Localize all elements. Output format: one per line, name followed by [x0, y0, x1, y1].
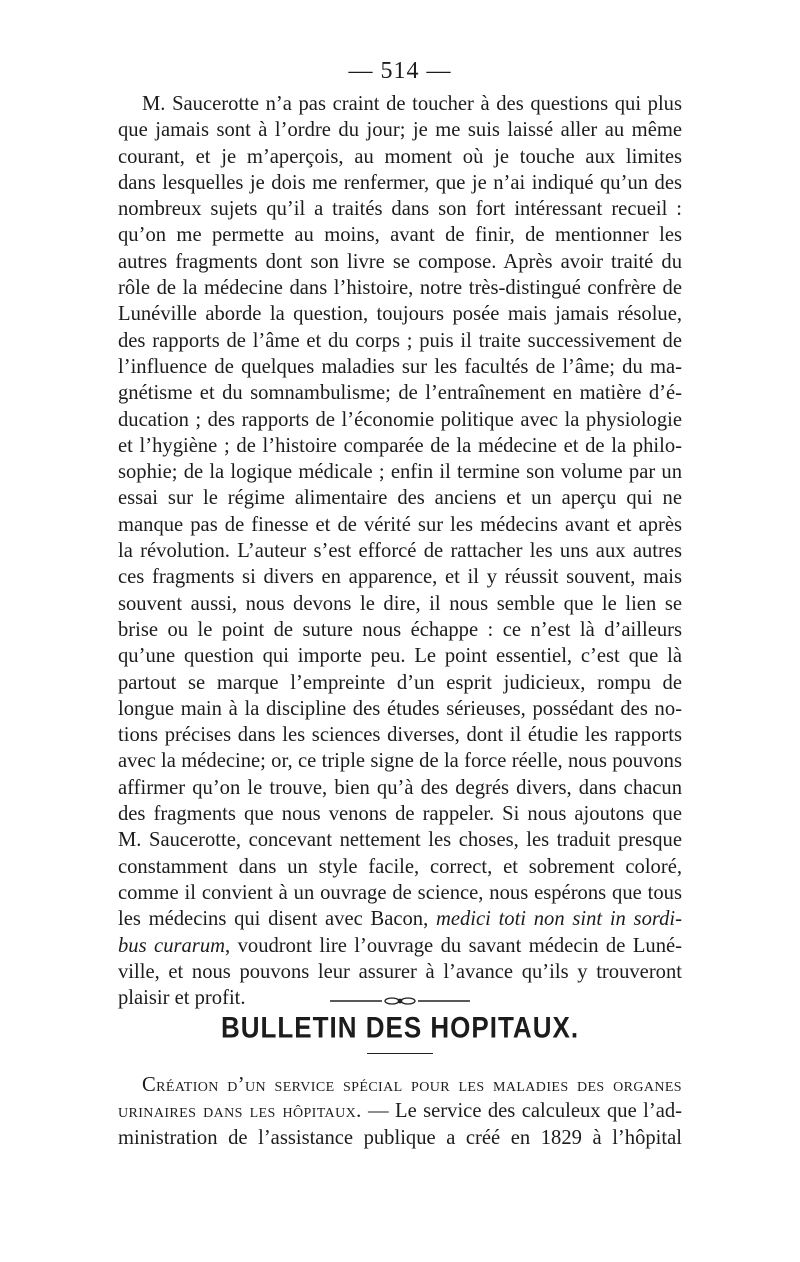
text-line: longue main à la discipline des études sérieuses, possédant des no- [118, 697, 682, 720]
text-line: la révolution. L’auteur s’est efforcé de rattacher les uns aux autres [118, 540, 682, 563]
text-fragment: , voudront lire l’ouvrage du savant médecin de Luné- [225, 934, 682, 957]
article-block [118, 1072, 682, 1151]
text-line: constamment dans un style facile, correct, et sobrement coloré, [118, 855, 682, 878]
text-line [118, 906, 682, 932]
text-line: ducation ; des rapports de l’économie politique avec la physiologie [118, 408, 682, 431]
text-fragment: les médecins qui disent avec Bacon, [118, 908, 436, 931]
text-line: rôle de la médecine dans l’histoire, notre très-distingué confrère de [118, 277, 682, 300]
text-line: autres fragments dont son livre se compose. Après avoir traité du [118, 250, 682, 273]
text-line: des rapports de l’âme et du corps ; puis il traite successivement de [118, 329, 682, 352]
text-line: brise ou le point de suture nous échappe : ce n’est là d’ailleurs [118, 618, 682, 641]
text-line: plaisir et profit. [118, 987, 246, 1010]
article-line [118, 1098, 682, 1124]
ornamental-divider [330, 996, 470, 1006]
text-line: avec la médecine; or, ce triple signe de la force réelle, nous pouvons [118, 750, 682, 773]
text-line: ville, et nous pouvons leur assurer à l’avance qu’ils y trouveront [118, 960, 682, 983]
text-line: affirmer qu’on le trouve, bien qu’à des degrés divers, dans chacun [118, 776, 682, 799]
text-line: souvent aussi, nous devons le dire, il nous semble que le lien se [118, 592, 682, 615]
article-line: ministration de l’assistance publique a créé en 1829 à l’hôpital [118, 1126, 682, 1149]
text-line: l’influence de quelques maladies sur les facultés de l’âme; du ma- [118, 355, 682, 378]
text-line: dans lesquelles je dois me renfermer, que je n’ai indiqué qu’un des [118, 171, 682, 194]
text-line: manque pas de finesse et de vérité sur les médecins avant et après [118, 513, 682, 536]
page-number: — 514 — [348, 58, 452, 84]
article-heading-cont: urinaires dans les hôpitaux. [118, 1100, 362, 1123]
text-line: nombreux sujets qu’il a traités dans son fort intéressant recueil : [118, 198, 682, 221]
text-line: que jamais sont à l’ordre du jour; je me suis laissé aller au même [118, 119, 682, 142]
latin-quote: medici toti non sint in sordi- [435, 908, 682, 931]
text-line [118, 933, 682, 959]
text-line: des fragments que nous venons de rappeler. Si nous ajoutons que [118, 803, 682, 826]
text-line: M. Saucerotte, concevant nettement les choses, les traduit presque [118, 829, 682, 852]
text-line: Lunéville aborde la question, toujours posée mais jamais résolue, [118, 303, 682, 326]
section-title: BULLETIN DES HOPITAUX. [220, 1009, 580, 1045]
text-line: comme il convient à un ouvrage de science, nous espérons que tous [118, 881, 682, 904]
article-heading: Création d’un service spécial pour les maladies des organes [142, 1074, 682, 1096]
text-line: gnétisme et du somnambulisme; de l’entraînement en matière d’é- [118, 382, 682, 405]
text-line: et l’hygiène ; de l’histoire comparée de la médecine et de la philo- [118, 434, 682, 457]
text-line: ces fragments si divers en apparence, et il y réussit souvent, mais [118, 566, 682, 589]
text-line: tions précises dans les sciences diverses, dont il étudie les rapports [118, 724, 682, 747]
text-line: qu’on me permette au moins, avant de finir, de mentionner les [118, 224, 682, 247]
latin-quote: bus curarum [118, 934, 225, 957]
text-line: qu’une question qui importe peu. Le point essentiel, c’est que là [118, 645, 682, 668]
text-line: courant, et je m’aperçois, au moment où je touche aux limites [118, 145, 682, 168]
title-underline [367, 1053, 433, 1054]
text-line: M. Saucerotte n’a pas craint de toucher à des questions qui plus [142, 93, 682, 115]
text-line: sophie; de la logique médicale ; enfin il termine son volume par un [118, 461, 682, 484]
review-paragraph [118, 91, 682, 1011]
text-line: essai sur le régime alimentaire des anciens et un aperçu qui ne [118, 487, 682, 510]
text-line: partout se marque l’empreinte d’un esprit judicieux, rompu de [118, 671, 682, 694]
article-text: — Le service des calculeux que l’ad- [361, 1100, 683, 1123]
